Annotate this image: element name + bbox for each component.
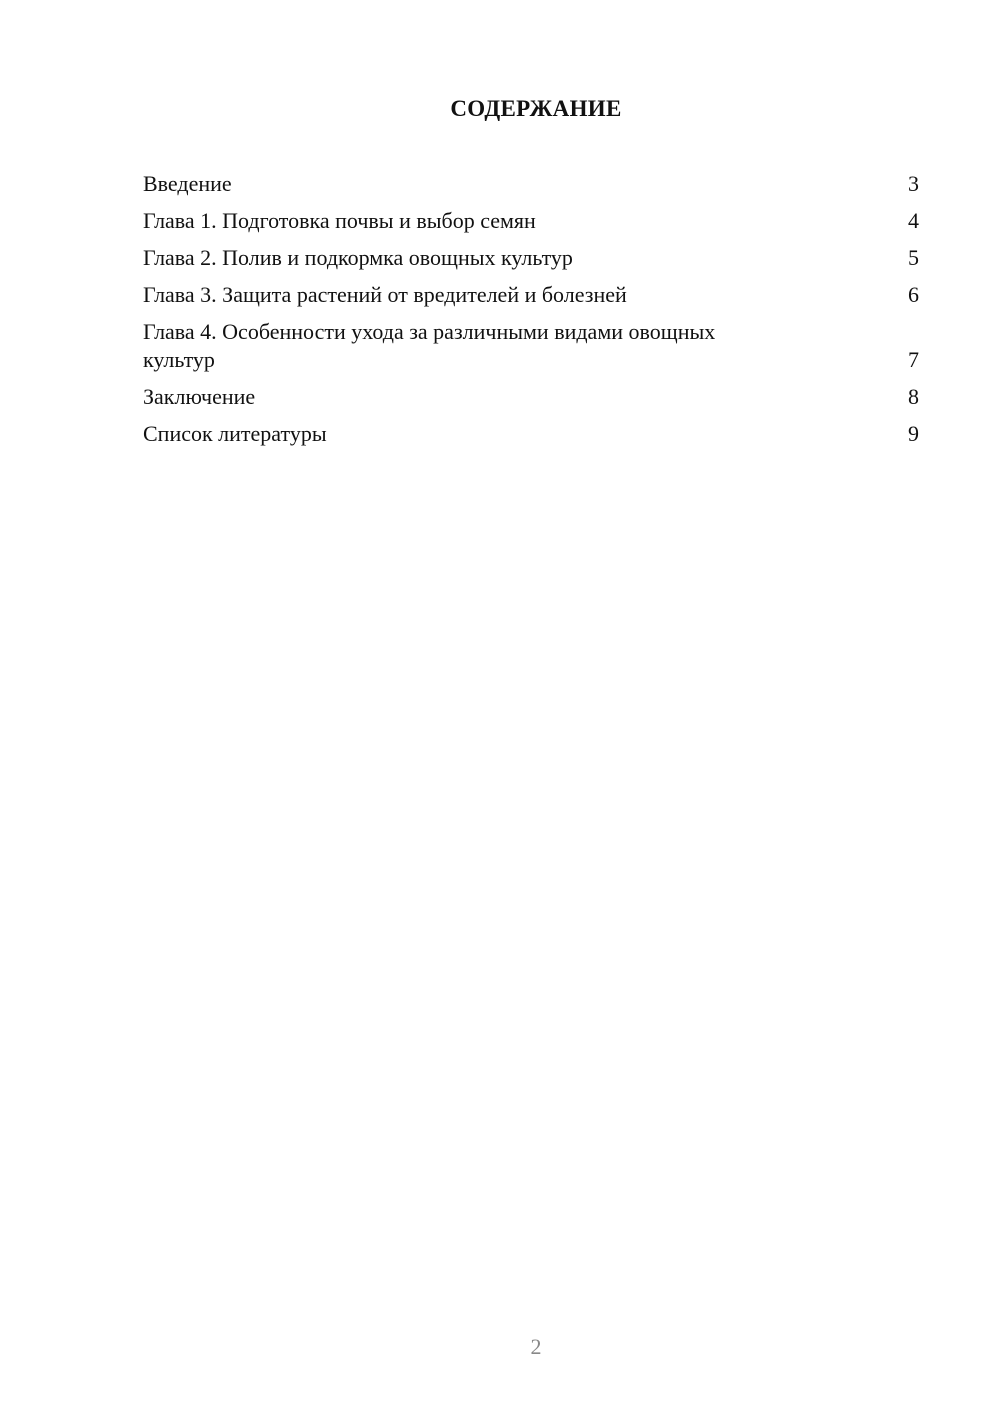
page-number: 2: [530, 1334, 542, 1359]
table-of-contents: [143, 170, 919, 457]
toc-entry-label: Глава 4. Особенности ухода за различными видами овощных культур: [143, 319, 716, 372]
toc-entry-introduction: [143, 170, 919, 198]
toc-entry-references: [143, 420, 919, 448]
toc-entry-page: 4: [908, 208, 919, 233]
toc-entry-conclusion: [143, 383, 919, 411]
toc-entry-page: 9: [908, 421, 919, 446]
toc-entry-chapter-2: [143, 244, 919, 272]
toc-entry-chapter-4: [143, 318, 919, 374]
toc-entry-chapter-1: [143, 207, 919, 235]
toc-entry-label: Введение: [143, 171, 232, 196]
toc-entry-page: 3: [908, 171, 919, 196]
toc-title: СОДЕРЖАНИЕ: [450, 96, 622, 121]
toc-entry-page: 6: [908, 282, 919, 307]
toc-entry-label: Глава 1. Подготовка почвы и выбор семян: [143, 208, 536, 233]
toc-entry-label: Заключение: [143, 384, 256, 409]
toc-entry-page: 8: [908, 384, 919, 409]
toc-entry-label: Список литературы: [143, 421, 327, 446]
toc-entry-label: Глава 3. Защита растений от вредителей и болезней: [143, 282, 627, 307]
toc-entry-page: 7: [908, 347, 919, 372]
toc-entry-label: Глава 2. Полив и подкормка овощных культур: [143, 245, 573, 270]
toc-entry-chapter-3: [143, 281, 919, 309]
toc-entry-page: 5: [908, 245, 919, 270]
